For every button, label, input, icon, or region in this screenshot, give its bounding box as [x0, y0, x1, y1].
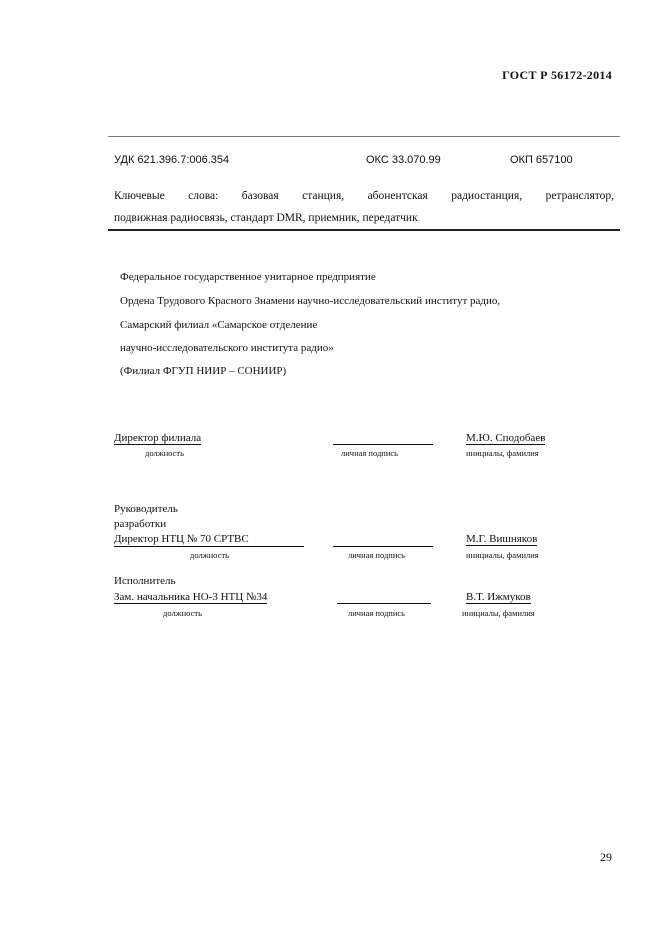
signer-2-caption-signature: личная подпись [348, 550, 406, 560]
udc-code: УДК 621.396.7:006.354 [114, 154, 230, 166]
signer-3-caption-signature: личная подпись [348, 608, 406, 618]
org-line-1: Федеральное государственное унитарное предприятие [120, 271, 376, 283]
page-number: 29 [600, 850, 612, 864]
org-line-5: (Филиал ФГУП НИИР – СОНИИР) [120, 365, 287, 377]
signer-3-name: В.Т. Ижмуков [466, 591, 531, 603]
signer-2-caption-name: инициалы, фамилия [466, 550, 539, 560]
signer-2-signature-line [333, 546, 433, 547]
signer-1-caption-signature: личная подпись [341, 448, 399, 458]
signer-2-caption-position: должность [190, 550, 229, 560]
keywords-line-1: Ключевые слова: базовая станция, абонентская радиостанция, ретранслятор, [114, 190, 614, 202]
top-rule [108, 136, 620, 137]
signer-2-position: Директор НТЦ № 70 СРТВС [114, 533, 249, 545]
standard-designation: ГОСТ Р 56172-2014 [502, 68, 612, 82]
org-line-3: Самарский филиал «Самарское отделение [120, 319, 318, 331]
signer-1-caption-name: инициалы, фамилия [466, 448, 539, 458]
signer-2-position-line [114, 546, 304, 547]
okp-code: ОКП 657100 [510, 154, 573, 166]
org-line-2: Ордена Трудового Красного Знамени научно-исследовательский институт радио, [120, 295, 501, 307]
signer-3-pre-1: Исполнитель [114, 575, 176, 587]
signer-3-caption-name: инициалы, фамилия [462, 608, 535, 618]
signer-2-pre-2: разработки [114, 518, 167, 530]
org-line-4: научно-исследовательского института радио» [120, 342, 334, 354]
keywords-line-2: подвижная радиосвязь, стандарт DMR, приемник, передатчик [114, 212, 418, 224]
signer-1-caption-position: должность [145, 448, 184, 458]
signer-2-pre-1: Руководитель [114, 503, 178, 515]
signer-1-name: М.Ю. Сподобаев [466, 432, 546, 444]
signer-2-name: М.Г. Вишняков [466, 533, 538, 545]
oks-code: ОКС 33.070.99 [366, 154, 441, 166]
signer-1-position: Директор филиала [114, 432, 202, 444]
signer-1-signature-line [333, 444, 433, 445]
keywords-block [114, 185, 614, 229]
signer-3-caption-position: должность [163, 608, 202, 618]
signer-3-signature-line [337, 603, 431, 604]
signer-3-position: Зам. начальника НО-3 НТЦ №34 [114, 591, 268, 603]
bottom-rule [108, 229, 620, 231]
